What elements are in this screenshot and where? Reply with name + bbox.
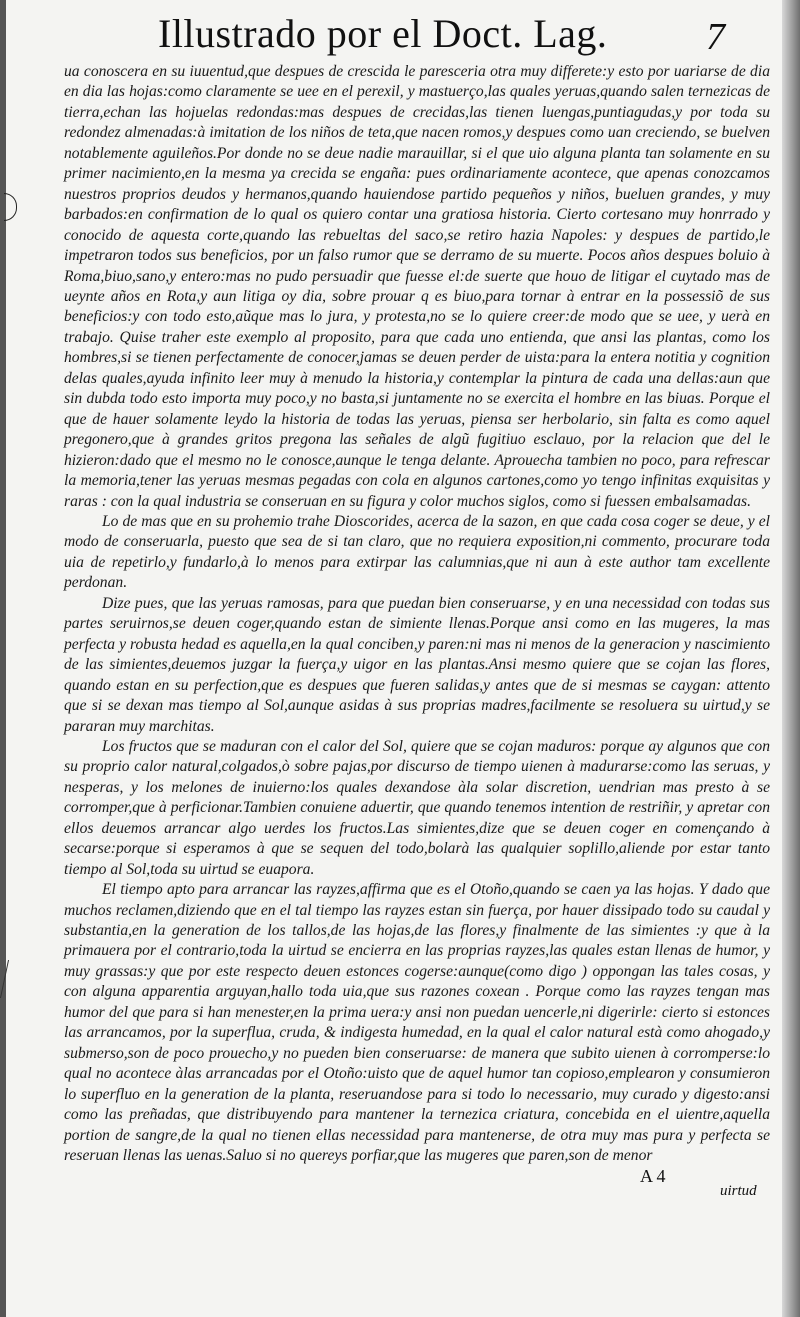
catchword: uirtud <box>720 1183 757 1199</box>
signature-mark: A 4 <box>640 1166 666 1186</box>
body-text <box>64 62 770 1166</box>
paragraph: Los fructos que se maduran con el calor del Sol, quiere que se cojan maduros: porque ay algunos que con su proprio calor natural,colgados,ò sobre pajas,por discurso de tiempo uienen à madurarse:como las seruas, y nesperas, y los melones de inuierno:los quales dexandose àla solar discretion, uendrian mas presto à se corromper,que à perficionar.Tambien conuiene aduertir, que quando tenemos intention de restriñir, y apretar con ellos deuemos arrancar algo uerdes los fructos.Las simientes,dize que se deuen coger en començando à secarse:porque si esperamos à que se sequen del todo,bolarà las qualquier soplillo,aliende por estar tanto tiempo al Sol,toda su uirtud se euapora. <box>64 737 770 878</box>
paragraph: ua conoscera en su iuuentud,que despues de crescida le paresceria otra muy differete:y esto por uariarse de dia en dia las hojas:como claramente se uee en el perexil, y mastuerço,las quales yeruas,quando salen ternezicas de tierra,echan las hojuelas redondas:mas despues de crecidas,las tienen luengas,puntiagudas,y por toda su redondez almenadas:à imitation de los niños de teta,que nacen romos,y despues como uan creciendo, se buelven notablemente aguileños.Por donde no se deue nadie marauillar, si el que uio alguna planta tan solamente en su primer nacimiento,en la mesma ya crecida se engaña: pues ordinariamente acontece, que apenas conozcamos nuestros proprios deudos y hermanos,quando hauiendose partido pequeños y niños, bueluen grandes, y muy barbados:en confirmation de lo qual os quiero contar una gratiosa historia. Cierto cortesano muy honrrado y conocido de aquesta corte,quando las rebueltas del saco,se retiro hazia Napoles: y despues de partido,le impetraron todos sus beneficios, por un falso rumor que se derramo de su muerte. Pocos años despues boluio à Roma,biuo,sano,y entero:mas no pudo persuadir que fuesse el:de suerte que houo de litigar el cuytado mas de ueynte años en Rota,y aun litiga oy dia, sobre prouar q es biuo,para tornar à entrar en la possessiõ de sus beneficios:y con todo esto,aũque mas lo jura, y protesta,no se lo quiere creer:de modo que se uee, y uerà en trabajo. Quise traher este exemplo al proposito, para que cada uno entienda, que ansi las plantas, como los hombres,si se tienen perfectamente de conocer,jamas se deuen perder de uista:para la entera notitia y cognition delas quales,ayuda infinito leer muy à menudo la historia,y contemplar la pintura de cada una dellas:aun que sin dubda todo esto importa muy poco,y no basta,si juntamente no se exercita el hombre en las biuas. Porque el que de hauer solamente leydo la historia de todas las yeruas, piensa ser herbolario, sin falta es como aquel pregonero,que à grandes gritos pregona las señales de algũ fugitiuo esclauo, por la relacion que del le hizieron:dado que el mesmo no le conosce,aunque le tenga delante. Aprouecha tambien no poco, para refrescar la memoria,tener las yeruas mesmas pegadas con cola en algunos cartones,como yo tengo infinitas exquisitas y raras : con la qual industria se conseruan en su figura y color muchos siglos, como si fuessen embalsamadas. <box>64 63 770 510</box>
running-title: Illustrado por el Doct. Lag. <box>158 11 608 56</box>
paragraph: Dize pues, que las yeruas ramosas, para que puedan bien conseruarse, y en una necessidad con todas sus partes seruirnos,se deuen coger,quando estan de simiente llenas.Porque ansi como en las mugeres, la mas perfecta y robusta hedad es aquella,en la qual conciben,y paren:ni mas ni menos de la generacion y nascimiento de las simientes,deuemos juzgar la fuerça,y uigor en las plantas.Ansi mesmo quiere que se cojan las flores, quando estan en su perfection,que es despues que fueren salidas,y antes que de si mesmas se caygan: attento que si se dexan mas tiempo al Sol,aunque asidas à sus proprias madres,facilmente se resoluera su uirtud,y se pararan muy marchitas. <box>64 594 770 735</box>
page-header <box>0 6 800 62</box>
page-number: 7 <box>706 16 725 58</box>
paragraph: Lo de mas que en su prohemio trahe Dioscorides, acerca de la sazon, en que cada cosa coger se deue, y el modo de conseruarla, puesto que sea de si tan claro, que no requiera exposition,ni commento, procurare toda uia de repetirlo,y fundarlo,à lo menos para extirpar las calumnias,que ni aun à este author tam excellente perdonan. <box>64 512 770 592</box>
page-gutter-shadow <box>782 0 800 1317</box>
page-footer <box>0 1163 800 1203</box>
margin-bracket-mark <box>4 193 17 221</box>
paragraph: El tiempo apto para arrancar las rayzes,affirma que es el Otoño,quando se caen ya las hojas. Y dado que muchos reclamen,diziendo que en el tal tiempo las rayzes estan sin fuerça, por hauer dissipado todo su caudal y substantia,en la generation de los tallos,de las hojas,de las flores,y finalmente de las simientes :y que à la primauera por el contrario,toda la uirtud se encierra en las proprias rayzes,las quales estan llenas de humor, y muy grassas:y que por este respecto deuen estonces cogerse:aunque(como digo ) oppongan las tales cosas, y con alguna apparentia arguyan,hallo toda uia,que sus razones coxean . Porque como las rayzes tengan mas humor del que para si han menester,en la prima uera:y ansi non puedan uencerle,ni digerirle: cierto si estonces las arrancamos, por la superflua, cruda, & indigesta humedad, en la qual el calor natural està como ahogado,y submerso,son de poco prouecho,y no pueden bien conseruarse: de manera que subito uienen à corromperse:lo qual no acontece àlas arrancadas por el Otoño:uisto que de aquel humor tan copioso,emplearon y consumieron lo superfluo en la generation de la planta, reseruandose para si todo lo necessario, muy curado y digesto:ansi como las preñadas, que distribuyendo para mantener la ternezica criatura, concebida en el uientre,aquella portion de sangre,de la qual no tienen ellas necessidad para mantenerse, de otra muy mas pura y perfecta se reseruan llenas las uenas.Saluo si no quereys porfiar,que las mugeres que paren,son de menor <box>64 881 770 1165</box>
